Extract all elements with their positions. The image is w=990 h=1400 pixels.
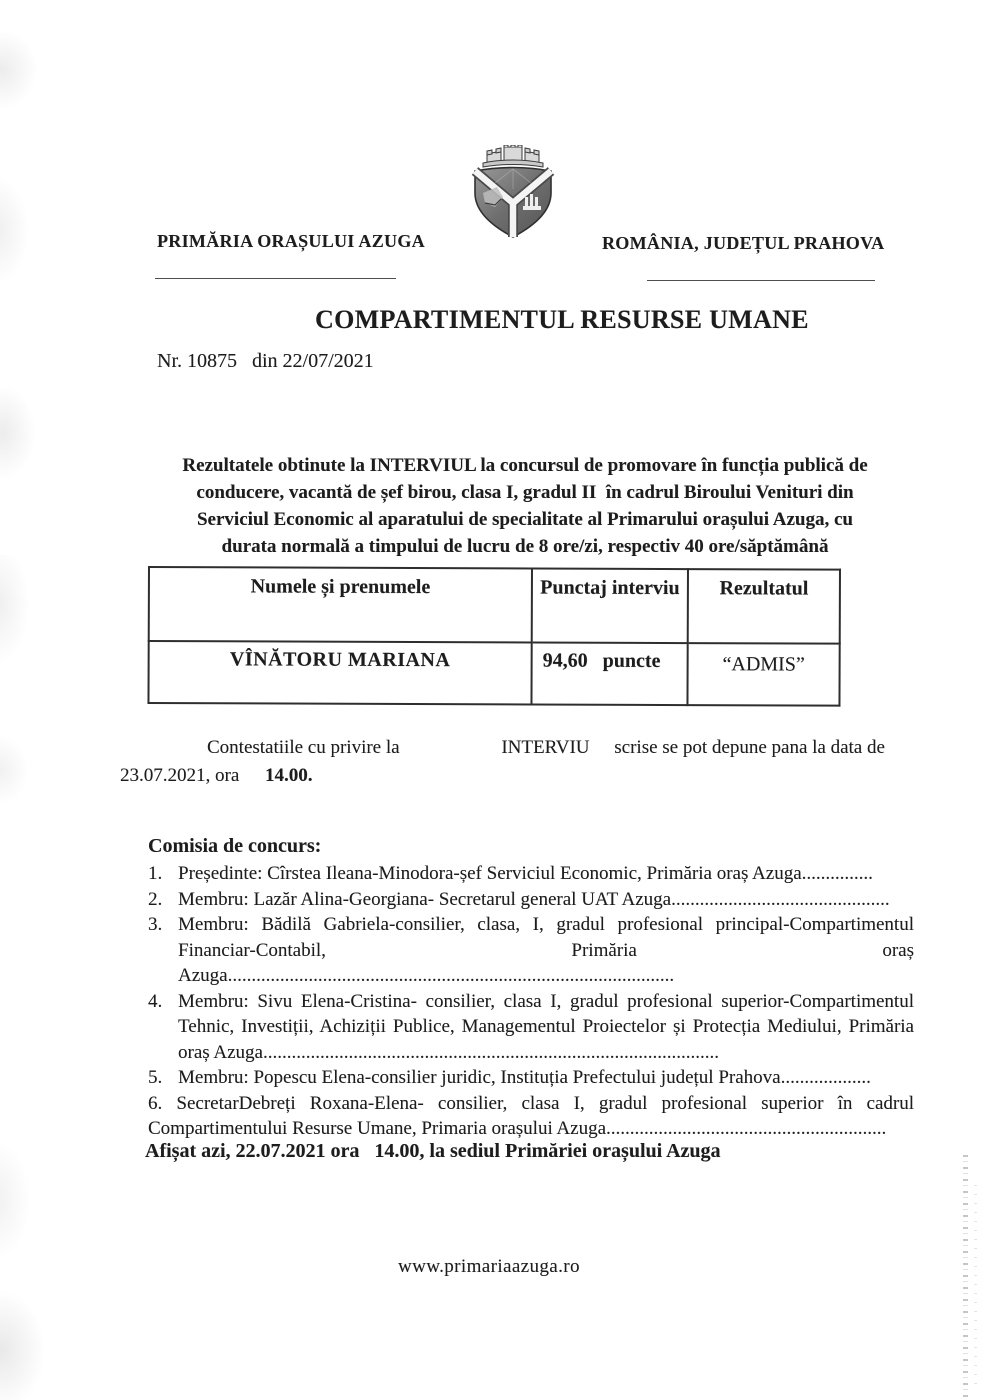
contestation-part-2: INTERVIU (501, 737, 590, 758)
table-row (148, 641, 839, 706)
col-header-score: Punctaj interviu (532, 568, 688, 643)
contestation-date: 23.07.2021, ora (120, 765, 240, 786)
item-number: 5. (148, 1067, 163, 1088)
contestation-line-2 (120, 765, 313, 787)
result-status: “ADMIS” (687, 643, 839, 706)
item-text: Membru: Sivu Elena-Cristina- consilier, clasa I, gradul profesional superior-Compartimentul Tehnic, Investiții, Achiziții Publice, Managementul Proiectelor și Protecția Mediului, Primăria oraș Azuga................................................................................................ (178, 990, 914, 1063)
candidate-name: VÎNĂTORU MARIANA (148, 641, 531, 704)
intro-line: Serviciul Economic al aparatului de specialitate al Primarului orașului Azuga, cu (196, 509, 854, 530)
commission-heading: Comisia de concurs: (148, 835, 322, 857)
org-name-right: ROMÂNIA, JUDEȚUL PRAHOVA (602, 233, 885, 253)
contestation-line-1 (0, 737, 885, 759)
intro-paragraph (145, 452, 905, 560)
document-number: Nr. 10875 din 22/07/2021 (157, 350, 374, 372)
contestation-part-1: Contestatiile cu privire la (207, 737, 400, 758)
item-number: 3. (148, 914, 163, 935)
list-item (148, 861, 914, 887)
intro-line: conducere, vacantă de șef birou, clasa I, gradul II în cadrul Biroului Venituri din (196, 482, 854, 503)
results-table (147, 566, 841, 707)
scan-noise-blob (0, 1290, 46, 1400)
list-item (148, 887, 914, 913)
item-text: Membru: Bădilă Gabriela-consilier, clasa, I, gradul profesional principal-Compartimentul Financiar-Contabil, Primăria oraș Azuga.............................................................................................. (178, 914, 914, 986)
header-rule-right (647, 280, 875, 281)
col-header-result: Rezultatul (688, 569, 840, 644)
list-item (148, 989, 914, 1066)
list-item (148, 1065, 914, 1091)
contestation-part-3: scrise se pot depune pana la data de (614, 737, 885, 758)
scan-noise-right-edge (974, 1185, 977, 1385)
list-item-secretary: 6. SecretarDebreți Roxana-Elena- consilier, clasa I, gradul profesional superior în cadrul Compartimentului Resurse Umane, Primaria orașului Azuga........................................................... (148, 1092, 914, 1139)
posted-notice: Afișat azi, 22.07.2021 ora 14.00, la sediul Primăriei orașului Azuga (145, 1140, 721, 1162)
document-title: COMPARTIMENTUL RESURSE UMANE (315, 305, 809, 334)
header-rule-left (155, 278, 396, 279)
interview-score: 94,60 puncte (531, 642, 687, 705)
scan-noise-blob (0, 1140, 31, 1260)
scan-noise-right-edge (963, 1155, 968, 1400)
item-text: Membru: Popescu Elena-consilier juridic, Instituția Prefectului județul Prahova................... (178, 1067, 871, 1088)
contestation-time: 14.00. (265, 765, 313, 786)
col-header-name: Numele și prenumele (149, 567, 532, 642)
item-text: Membru: Lazăr Alina-Georgiana- Secretarul general UAT Azuga.............................................. (178, 888, 890, 910)
table-header-row (149, 567, 840, 644)
scan-noise-blob (0, 555, 30, 665)
item-number: 2. (148, 888, 163, 910)
intro-line: Rezultatele obtinute la INTERVIUL la concursul de promovare în funcția publică de (182, 455, 868, 476)
list-item (148, 912, 914, 989)
commission-list (148, 861, 914, 1142)
scan-noise-blob (0, 30, 38, 110)
intro-line: durata normală a timpului de lucru de 8 ore/zi, respectiv 40 ore/săptămână (221, 536, 829, 557)
item-text: Președinte: Cîrstea Ileana-Minodora-șef Serviciul Economic, Primăria oraș Azuga............... (178, 863, 873, 884)
org-name-left: PRIMĂRIA ORAȘULUI AZUGA (157, 231, 425, 251)
item-number: 1. (148, 863, 163, 884)
item-number: 4. (148, 990, 163, 1012)
scan-noise-blob (0, 175, 30, 285)
scan-noise-blob (0, 385, 36, 480)
website-url: www.primariaazuga.ro (398, 1256, 580, 1277)
azuga-coat-of-arms-icon (471, 145, 555, 240)
